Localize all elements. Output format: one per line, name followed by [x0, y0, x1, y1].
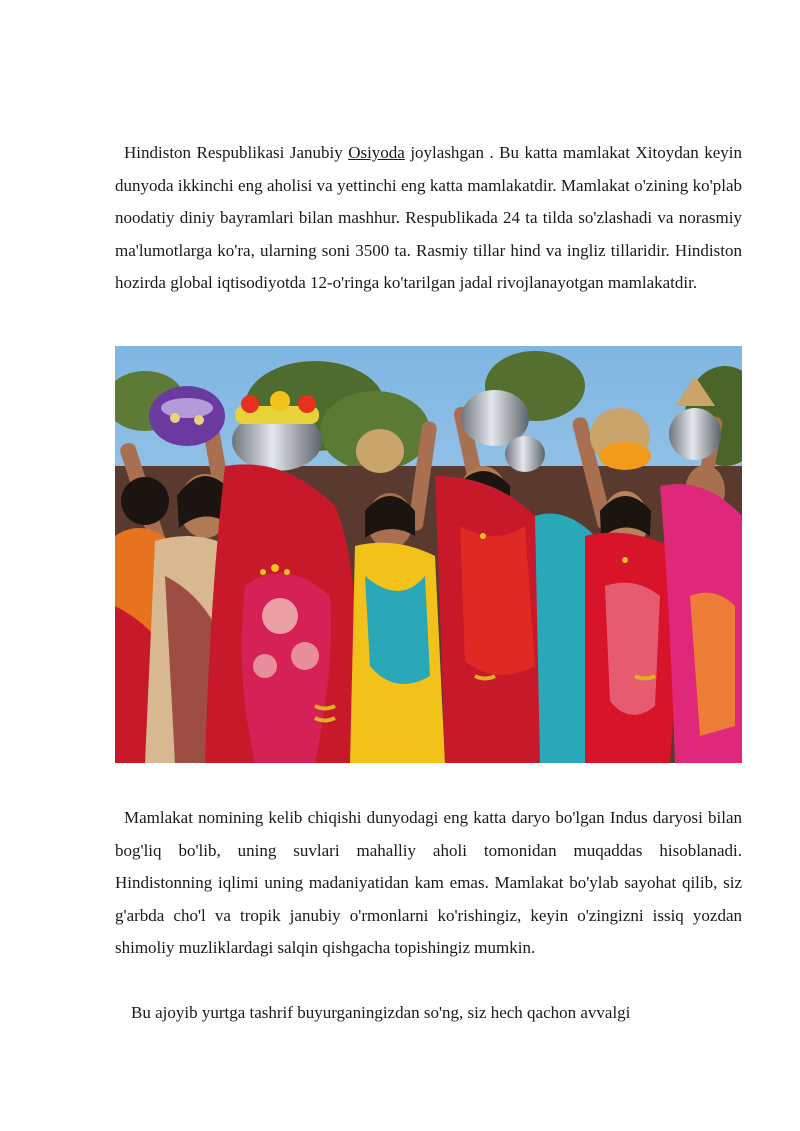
- paragraph-geography: [115, 802, 742, 965]
- paragraph-intro: [115, 137, 742, 300]
- osiyoda-link[interactable]: Osiyoda: [348, 143, 405, 162]
- festival-illustration: [115, 346, 742, 763]
- festival-photo: [115, 346, 742, 763]
- paragraph-intro-start: Hindiston Respublikasi Janubiy: [124, 143, 349, 162]
- paragraph-intro-rest: joylashgan . Bu katta mamlakat Xitoydan keyin dunyoda ikkinchi eng aholisi va yettinchi eng katta mamlakatdir. Mamlakat o'zining ko'plab noodatiy diniy bayramlari bilan mashhur. Respublikada 24 ta tilda so'zlashadi va norasmiy ma'lumotlarga ko'ra, ularning soni 3500 ta. Rasmiy tillar hind va ingliz tillaridir. Hindiston hozirda global iqtisodiyotda 12-o'ringa ko'tarilgan jadal rivojlanayotgan mamlakatdir.: [115, 143, 742, 292]
- paragraph-geography-text: Mamlakat nomining kelib chiqishi dunyodagi eng katta daryo bo'lgan Indus daryosi bilan bog'liq bo'lib, uning suvlari mahalliy aholi tomonidan muqaddas hisoblanadi. Hindistonning iqlimi uning madaniyatidan kam emas. Mamlakat bo'ylab sayohat qilib, siz g'arbda cho'l va tropik janubiy o'rmonlarni ko'rishingiz, keyin o'zingizni issiq yozdan shimoliy muzliklardagi salqin qishgacha topishingiz mumkin.: [115, 808, 742, 957]
- paragraph-closing: [115, 997, 742, 1030]
- paragraph-closing-text: Bu ajoyib yurtga tashrif buyurganingizdan so'ng, siz hech qachon avvalgi: [131, 1003, 631, 1022]
